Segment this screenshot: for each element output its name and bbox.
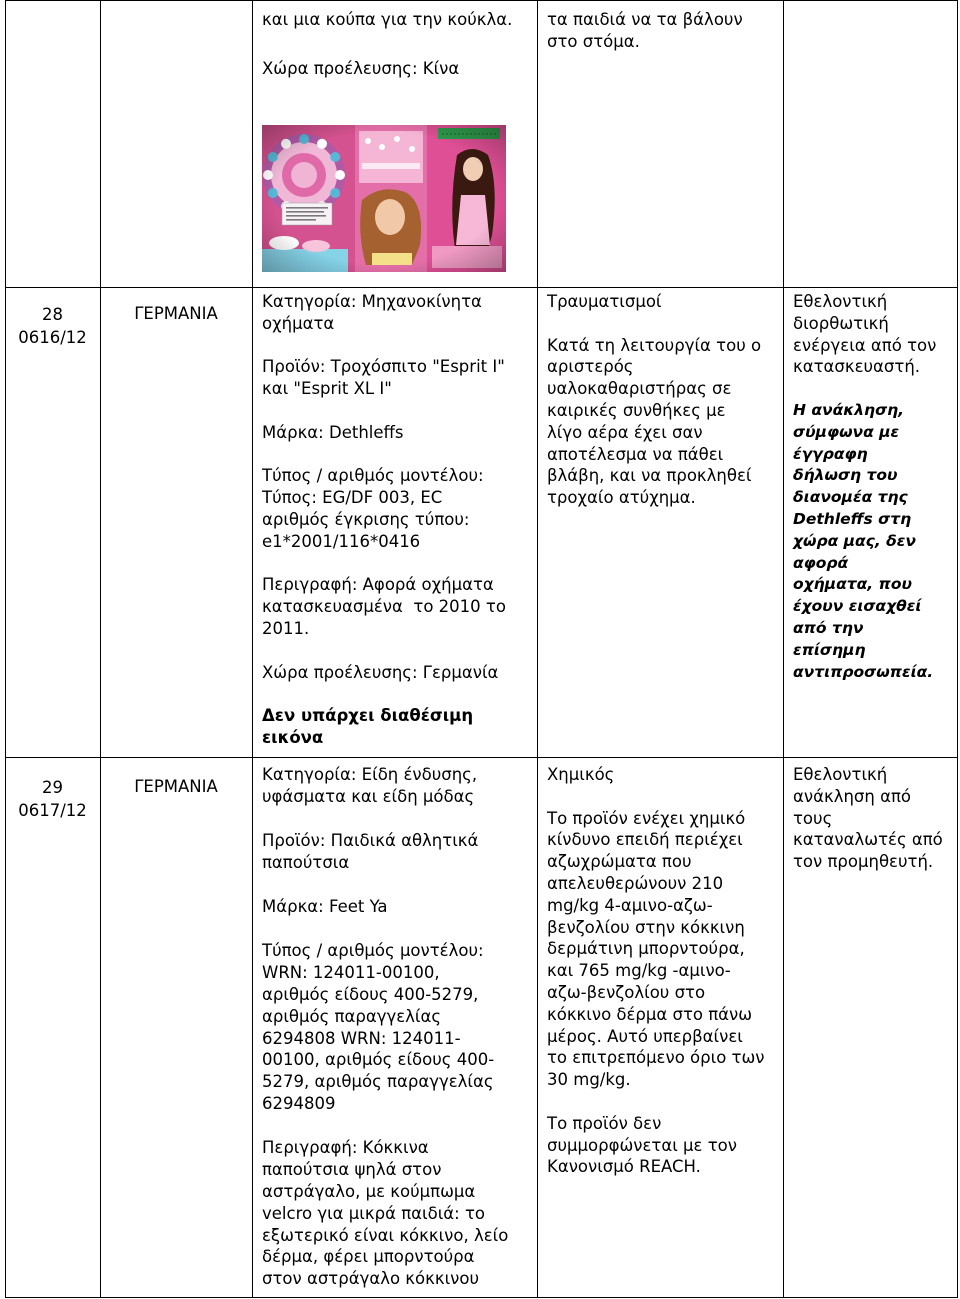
row-29-risk-description: Το προϊόν ενέχει χημικό κίνδυνο επειδή περιέχει αζωχρώματα που απελευθερώνουν 210 mg/kg 4-αμινο-αζω- βενζολίου στην κόκκινη δερμάτινη μπορντούρα, και 765 mg/kg -αμινο- αζω-βενζολίου στο κόκκινο δέρμα στο πάνω μέρος. Αυτό υπερβαίνει το επιτρεπόμενο όριο των 30 mg/kg. (547, 808, 765, 1090)
row-28-risk-type: Τραυματισμοί (547, 292, 662, 311)
risk-description-tail: τα παιδιά να τα βάλουν στο στόμα. (547, 10, 743, 51)
row-29-product-name: Προϊόν: Παιδικά αθλητικά παπούτσια (262, 831, 479, 872)
table-left-rule (5, 0, 6, 1298)
row-28-category: Κατηγορία: Μηχανοκίνητα οχήματα (262, 292, 482, 333)
table-row-rule (5, 287, 958, 288)
row-28-description: Περιγραφή: Αφορά οχήματα κατασκευασμένα το 2010 το 2011. (262, 575, 506, 638)
row-29-reference-code: 0617/12 (18, 801, 87, 820)
table-column-rule (100, 0, 101, 1298)
row-28-measures: Εθελοντική διορθωτική ενέργεια από τον κατασκευαστή. (793, 292, 937, 377)
row-29-compliance-note: Το προϊόν δεν συμμορφώνεται με τον Κανονισμό REACH. (547, 1113, 737, 1177)
row-29-product-cell (262, 764, 532, 1290)
row-28-product-cell (262, 291, 532, 749)
row-29-country: ΓΕΡΜΑΝΙΑ (134, 777, 218, 796)
row-continued-product-cell (262, 9, 532, 80)
product-photo (262, 125, 506, 272)
table-top-rule (5, 0, 958, 1)
row-29-description: Περιγραφή: Κόκκινα παπούτσια ψηλά στον αστράγαλο, με κούμπωμα velcro για μικρά παιδιά: το εξωτερικό είναι κόκκινο, λείο δέρμα, φέρει μπορντούρα στον αστράγαλο κόκκινου (262, 1138, 509, 1289)
table-bottom-rule (5, 1297, 958, 1298)
country-of-origin: Χώρα προέλευσης: Κίνα (262, 58, 460, 78)
row-29-risk-type: Χημικός (547, 765, 615, 784)
table-column-rule (537, 0, 538, 1298)
table-row-rule (5, 757, 958, 758)
table-column-rule (783, 0, 784, 1298)
table-column-rule (252, 0, 253, 1298)
row-29-measures: Εθελοντική ανάκληση από τους καταναλωτές από τον προμηθευτή. (793, 765, 943, 872)
product-description-tail: και μια κούπα για την κούκλα. (262, 10, 513, 29)
row-29-measures-cell (793, 764, 953, 873)
row-29-risk-cell (547, 764, 777, 1178)
row-28-measures-note: Η ανάκληση, σύμφωνα με έγγραφη δήλωση του διανομέα της Dethleffs στη χώρα μας, δεν αφορά οχήματα, που έχουν εισαχθεί από την επίσημη αντιπροσωπεία. (793, 400, 934, 681)
row-28-product-name: Προϊόν: Τροχόσπιτο "Esprit I" και "Esprit XL I" (262, 357, 505, 399)
row-28-number: 28 (42, 305, 63, 324)
row-28-country: ΓΕΡΜΑΝΙΑ (134, 304, 218, 323)
row-28-no-image-notice: Δεν υπάρχει διαθέσιμη εικόνα (262, 706, 474, 747)
row-28-risk-cell (547, 291, 777, 509)
row-29-category: Κατηγορία: Είδη ένδυσης, υφάσματα και είδη μόδας (262, 765, 478, 806)
row-29-number: 29 (42, 778, 63, 797)
row-28-model-type: Τύπος / αριθμός μοντέλου: Τύπος: EG/DF 003, EC αριθμός έγκρισης τύπου: e1*2001/116*0416 (262, 466, 484, 551)
row-28-brand: Μάρκα: Dethleffs (262, 422, 404, 442)
row-28-reference-code: 0616/12 (18, 328, 87, 347)
row-29-id-cell (5, 776, 100, 822)
table-right-rule (957, 0, 958, 1298)
row-continued-risk-cell (547, 9, 777, 53)
row-28-risk-description: Κατά τη λειτουργία του ο αριστερός υαλοκαθαριστήρας σε καιρικές συνθήκες με λίγο αέρα έχει σαν αποτέλεσμα να πάθει βλάβη, και να προκληθεί τροχαίο ατύχημα. (547, 335, 762, 508)
row-28-measures-cell (793, 291, 953, 683)
row-29-model-type: Τύπος / αριθμός μοντέλου: WRN: 124011-00100, αριθμός είδους 400-5279, αριθμός παραγγελίας 6294808 WRN: 124011- 00100, αριθμός είδους 400- 5279, αριθμός παραγγελίας 6294809 (262, 941, 495, 1114)
row-29-brand: Μάρκα: Feet Ya (262, 897, 388, 917)
row-28-country-of-origin: Χώρα προέλευσης: Γερμανία (262, 662, 499, 682)
row-28-id-cell (5, 303, 100, 349)
